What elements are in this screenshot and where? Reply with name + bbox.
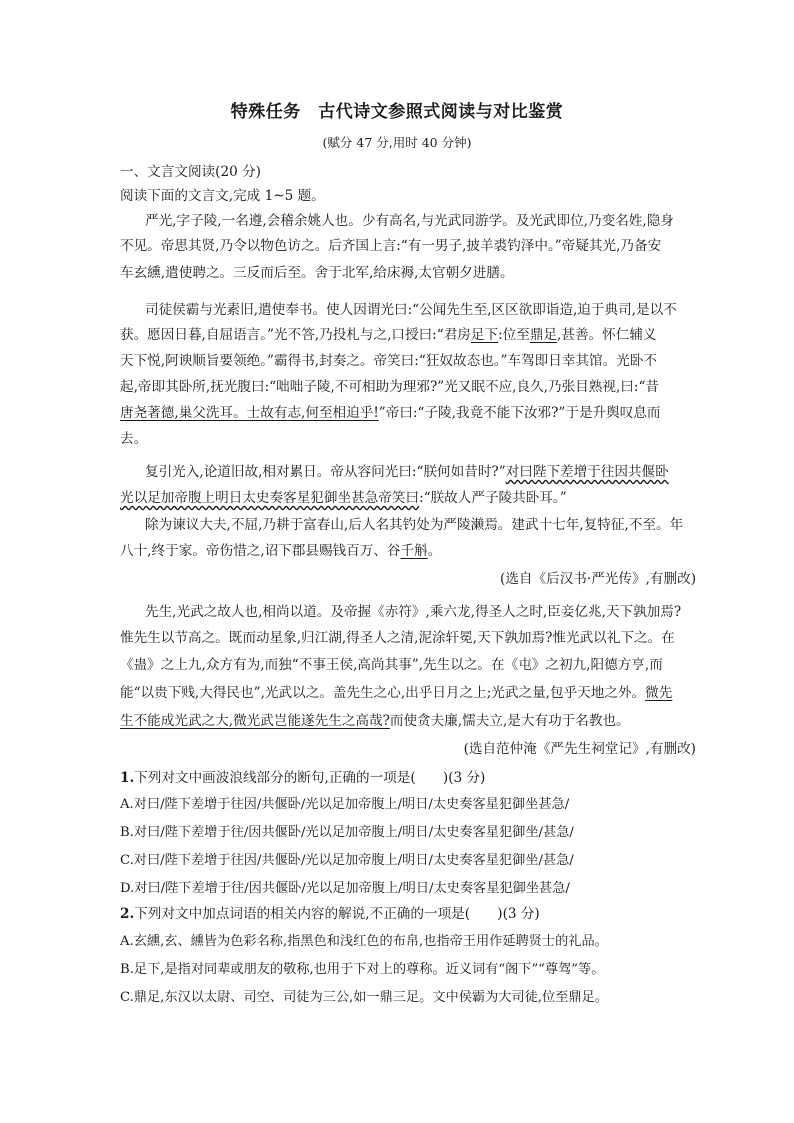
- wavy-underlined-text: 对曰陛下差增于往因共偃卧: [505, 464, 669, 480]
- question-1-option-d: D.对曰/陛下差增于往/因共偃卧/光以足加帝腹上/明日/太史奏客星犯御坐甚急/: [120, 881, 570, 896]
- passage2-source: (选自范仲淹《严先生祠堂记》,有删改): [463, 741, 696, 757]
- text-span: 八十,终于家。帝伤惜之,诏下郡县赐钱百万、谷: [120, 543, 401, 559]
- underlined-sentence: 唐尧著德,巢父洗耳。士故有志,何至相迫乎!: [120, 405, 379, 421]
- wavy-underlined-text: 光以足加帝腹上明日太史奏客星犯御坐甚急帝笑曰: [120, 490, 420, 506]
- text-span: 复引光入,论道旧故,相对累日。帝从容问光曰:“朕何如昔时?”: [145, 464, 506, 480]
- passage2-line3: 《蛊》之上九,众方有为,而独“不事王侯,高尚其事”,先生以之。在《屯》之初九,阳德方亨,而: [120, 657, 663, 673]
- passage1-p2-line1: 司徒侯霸与光素旧,遣使奉书。使人因谓光曰:“公闻先生至,区区欲即诣造,迫于典司,是以不: [145, 302, 677, 318]
- page-title: 特殊任务 古代诗文参照式阅读与对比鉴赏: [230, 102, 564, 122]
- question-2-option-b: B.足下,是指对同辈或朋友的敬称,也用于下对上的尊称。近义词有“阁下”“尊驾”等。: [120, 962, 605, 977]
- question-2-option-c: C.鼎足,东汉以太尉、司空、司徒为三公,如一鼎三足。文中侯霸为大司徒,位至鼎足。: [120, 990, 608, 1005]
- text-span: ,甚善。怀仁辅义: [557, 327, 657, 343]
- underlined-sentence: 生不能成光武之大,微光武岂能遂先生之高哉?: [120, 713, 390, 729]
- passage1-p3-line1: [145, 464, 695, 480]
- score-time-note: (赋分 47 分,用时 40 分钟): [322, 135, 472, 150]
- question-number: 2.: [120, 906, 135, 922]
- text-span: 能“以贵下贱,大得民也”,光武以之。盖先生之心,出乎日月之上;光武之量,包乎天地之外。: [120, 685, 646, 701]
- section-heading: 一、文言文阅读(20 分): [120, 164, 261, 180]
- passage2-line4: [120, 685, 695, 701]
- question-1-option-b: B.对曰/陛下差增于往/因共偃卧/光以足加帝腹上/明日/太史奏客星犯御坐/甚急/: [120, 825, 574, 840]
- question-2-stem: [120, 906, 695, 922]
- text-span: 。: [427, 543, 442, 559]
- passage1-p4-line2: [120, 543, 695, 559]
- text-span: :“朕故人严子陵共卧耳。”: [419, 490, 567, 506]
- question-1-option-a: A.对曰/陛下差增于往因/共偃卧/光以足加帝腹上/明日/太史奏客星犯御坐甚急/: [120, 797, 570, 812]
- question-1-stem: [120, 770, 695, 786]
- text-span: 而使贪夫廉,懦夫立,是大有功于名教也。: [389, 713, 630, 729]
- passage1-p2-line5: [120, 405, 695, 421]
- question-1-option-c: C.对曰/陛下差增于往因/共偃卧/光以足加帝腹上/明日/太史奏客星犯御坐/甚急/: [120, 853, 574, 868]
- passage1-p2-line3: 天下悦,阿谀顺旨要领绝。”霸得书,封奏之。帝笑曰:“狂奴故态也。”车驾即日幸其馆。光卧不: [120, 353, 658, 369]
- passage1-p2-line2: [120, 327, 695, 343]
- dotted-term-qianhu: 千斛: [400, 543, 428, 559]
- passage1-p1-line2: 不见。帝思其贤,乃令以物色访之。后齐国上言:“有一男子,披羊裘钓泽中。”帝疑其光,乃备安: [120, 238, 662, 254]
- text-span: 获。愿因日暮,自屈语言。”光不答,乃投札与之,口授曰:“君房: [120, 327, 471, 343]
- passage2-line1: 先生,光武之故人也,相尚以道。及帝握《赤符》,乘六龙,得圣人之时,臣妾亿兆,天下孰加焉?: [145, 604, 682, 620]
- passage1-p3-line2: [120, 490, 695, 506]
- text-span: :位至: [498, 327, 530, 343]
- passage1-p1-line1: 严光,字子陵,一名遵,会稽余姚人也。少有高名,与光武同游学。及光武即位,乃变名姓,隐身: [145, 213, 674, 229]
- passage1-p4-line1: 除为谏议大夫,不屈,乃耕于富春山,后人名其钓处为严陵濑焉。建武十七年,复特征,不至。年: [145, 517, 684, 533]
- question-text: 下列对文中加点词语的相关内容的解说,不正确的一项是( )(3 分): [134, 906, 540, 922]
- dotted-term-dingzu: 鼎足: [529, 327, 558, 343]
- passage1-source: (选自《后汉书·严光传》,有删改): [500, 571, 696, 587]
- underlined-sentence: 微先: [645, 685, 673, 701]
- passage1-p2-line4: 起,帝即其卧所,抚光腹曰:“咄咄子陵,不可相助为理邪?”光又眠不应,良久,乃张目熟视,曰:“昔: [120, 379, 660, 395]
- passage2-line5: [120, 713, 695, 729]
- question-number: 1.: [120, 770, 135, 786]
- dotted-term-zuxia: 足下: [470, 327, 499, 343]
- reading-instruction: 阅读下面的文言文,完成 1~5 题。: [120, 188, 325, 204]
- passage1-p2-line6: 去。: [120, 431, 148, 447]
- text-span: ”帝曰:“子陵,我竟不能下汝邪?”于是升舆叹息而: [378, 405, 661, 421]
- question-text: 下列对文中画波浪线部分的断句,正确的一项是( )(3 分): [134, 770, 486, 786]
- passage2-line2: 惟先生以节高之。既而动星象,归江湖,得圣人之清,泥涂轩冕,天下孰加焉?惟光武以礼下之。在: [120, 630, 675, 646]
- question-2-option-a: A.玄纁,玄、纁皆为色彩名称,指黑色和浅红色的布帛,也指帝王用作延聘贤士的礼品。: [120, 934, 608, 949]
- passage1-p1-line3: 车玄纁,遣使聘之。三反而后至。舍于北军,给床褥,太官朝夕进膳。: [120, 265, 514, 281]
